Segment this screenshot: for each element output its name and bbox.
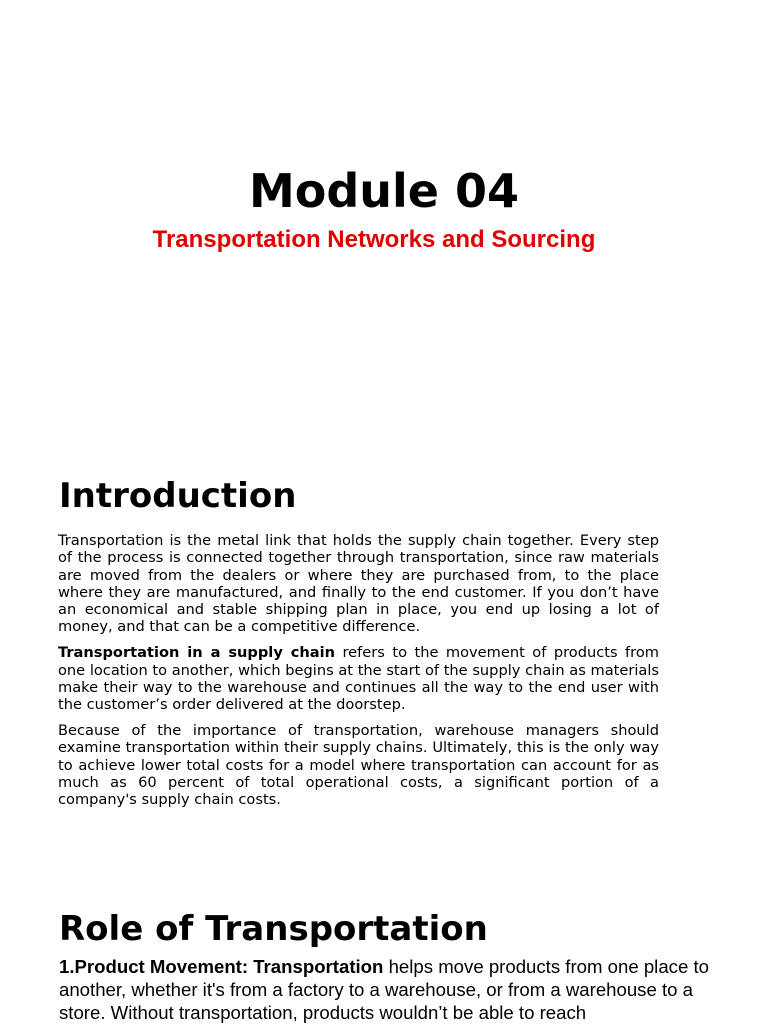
page-title: Module 04 [248,164,520,218]
introduction-paragraph-3: Because of the importance of transportation, warehouse managers should examine transportation within their supply chains. Ultimately, this is the only way to achieve lower total costs for a model where transportation can account for as much as 60 percent of total operational costs, a significant portion of a company's supply chain costs. [58,721,659,809]
introduction-paragraph-2-term: Transportation in a supply chain [58,644,336,662]
introduction-heading: Introduction [59,476,297,516]
introduction-paragraph-1: Transportation is the metal link that holds the supply chain together. Every step of the process is connected together through transportation, since raw materials are moved from the dealers or where they are purchased from, to the place where they are manufactured, and finally to the end customer. If you don’t have an economical and stable shipping plan in place, you end up losing a lot of money, and that can be a competitive difference. [58,532,659,636]
page-subtitle: Transportation Networks and Sourcing [152,226,596,253]
introduction-paragraph-2 [58,644,659,713]
introduction-paragraph-2-text: refers to the movement of products from one location to another, which begins at the start of the supply chain as materials make their way to the warehouse and continues all the way to the end user with the customer’s order delivered at the doorstep. [58,644,660,714]
role-heading: Role of Transportation [59,909,488,949]
introduction-body [58,532,659,817]
role-item-1 [59,955,739,1024]
role-item-1-term: 1.Product Movement: Transportation [59,956,384,977]
role-item-1-text: helps move products from one place to another, whether it's from a factory to a warehouse, or from a warehouse to a store. Without transportation, products wouldn’t be able to reach [59,956,709,1023]
